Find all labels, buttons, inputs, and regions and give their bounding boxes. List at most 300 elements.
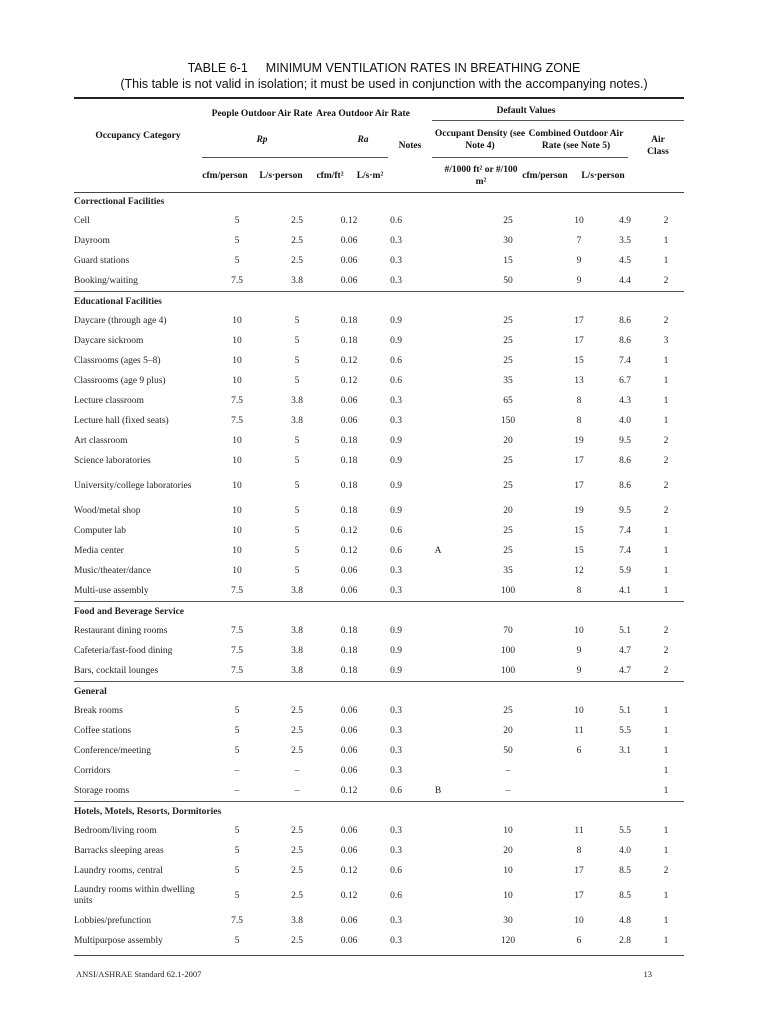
table-row — [74, 761, 684, 781]
cell-rp-ls: 5 — [294, 506, 300, 516]
header-occupant-density: Occupant Density (see Note 4) — [434, 129, 526, 151]
cell-ra-cfm: 0.18 — [340, 456, 358, 466]
cell-air-class: 1 — [663, 566, 669, 576]
table-row — [74, 271, 684, 292]
header-combined-rate: Combined Outdoor Air Rate (see Note 5) — [528, 129, 624, 151]
cell-ra-cfm: 0.12 — [340, 376, 358, 386]
cell-rp-cfm: 10 — [232, 480, 242, 491]
cell-rp-ls: 2.5 — [291, 706, 303, 716]
cell-rp-ls: 5 — [294, 480, 300, 491]
table-row — [74, 211, 684, 231]
cell-density: 65 — [503, 396, 513, 406]
cell-combined-ls: 7.4 — [619, 356, 631, 366]
cell-air-class: 1 — [663, 916, 669, 926]
cell-density: 25 — [503, 480, 513, 491]
cell-ra-cfm: 0.12 — [340, 866, 358, 876]
table-row — [74, 881, 684, 911]
cell-density: 25 — [503, 546, 513, 556]
cell-ra-cfm: 0.06 — [340, 846, 358, 856]
cell-rp-cfm: 10 — [232, 356, 242, 366]
cell-ra-cfm: 0.06 — [340, 706, 358, 716]
cell-combined-ls: 8.6 — [619, 316, 631, 326]
cell-rp-cfm: 5 — [234, 706, 240, 716]
cell-ra-ls: 0.3 — [390, 566, 402, 576]
cell-notes — [416, 821, 460, 841]
cell-air-class: 1 — [663, 396, 669, 406]
cell-category: Storage rooms — [74, 786, 130, 796]
cell-ra-ls: 0.9 — [390, 626, 402, 636]
cell-combined-ls: 5.5 — [619, 826, 631, 836]
table-subtitle: (This table is not valid in isolation; it must be used in conjunction with the accompanying notes.) — [120, 77, 648, 91]
cell-ra-ls: 0.3 — [390, 276, 402, 286]
cell-category: Coffee stations — [74, 726, 132, 736]
cell-rp-cfm: 10 — [232, 316, 242, 326]
cell-ra-ls: 0.3 — [390, 236, 402, 246]
cell-combined-ls: 9.5 — [619, 436, 631, 446]
cell-rp-ls: 3.8 — [291, 276, 303, 286]
table-row — [74, 701, 684, 721]
cell-combined-ls: 4.0 — [619, 846, 631, 856]
cell-rp-ls: 2.5 — [291, 936, 303, 946]
cell-rp-ls: 5 — [294, 356, 300, 366]
cell-ra-ls: 0.9 — [390, 436, 402, 446]
cell-rp-ls: 5 — [294, 436, 300, 446]
cell-rp-ls: 3.8 — [291, 916, 303, 926]
cell-combined-ls: 4.7 — [619, 646, 631, 656]
cell-category: Restaurant dining rooms — [74, 626, 168, 636]
table-row — [74, 231, 684, 251]
cell-category: Wood/metal shop — [74, 506, 141, 516]
cell-density: 20 — [503, 726, 513, 736]
units-rule-right — [432, 157, 628, 158]
table-row — [74, 841, 684, 861]
cell-rp-cfm: 5 — [234, 236, 240, 246]
cell-notes — [416, 741, 460, 761]
cell-combined-cfm: 12 — [574, 566, 584, 576]
cell-notes — [416, 881, 460, 911]
cell-ra-ls: 0.9 — [390, 666, 402, 676]
cell-category: Barracks sleeping areas — [74, 846, 164, 856]
cell-ra-ls: 0.6 — [390, 526, 402, 536]
cell-notes — [416, 251, 460, 271]
cell-density: 70 — [503, 626, 513, 636]
cell-combined-ls — [602, 781, 648, 802]
cell-category: Break rooms — [74, 706, 123, 716]
table-row — [74, 331, 684, 351]
cell-category: Media center — [74, 546, 124, 556]
cell-rp-cfm: 5 — [234, 826, 240, 836]
cell-density: 10 — [503, 826, 513, 836]
cell-air-class: 1 — [663, 416, 669, 426]
cell-notes — [416, 501, 460, 521]
table-row — [74, 521, 684, 541]
cell-air-class: 2 — [663, 436, 669, 446]
cell-air-class: 1 — [663, 376, 669, 386]
cell-ra-cfm: 0.06 — [340, 936, 358, 946]
table-row — [74, 581, 684, 602]
cell-ra-ls: 0.6 — [390, 786, 402, 796]
cell-combined-cfm: 9 — [576, 646, 582, 656]
table-row — [74, 561, 684, 581]
cell-ra-ls: 0.9 — [390, 456, 402, 466]
cell-density: 25 — [503, 456, 513, 466]
cell-ra-cfm: 0.12 — [340, 786, 358, 796]
section-title: General — [74, 682, 684, 702]
cell-combined-ls: 4.3 — [619, 396, 631, 406]
cell-notes — [416, 911, 460, 931]
cell-combined-ls: 8.6 — [619, 456, 631, 466]
cell-combined-cfm: 9 — [576, 666, 582, 676]
cell-combined-cfm: 8 — [576, 416, 582, 426]
cell-combined-cfm — [556, 761, 602, 781]
cell-density: 25 — [503, 316, 513, 326]
header-default-values: Default Values — [496, 106, 556, 116]
ventilation-rates-table — [74, 193, 684, 951]
cell-ra-cfm: 0.12 — [340, 890, 358, 901]
cell-rp-ls: 2.5 — [291, 826, 303, 836]
cell-air-class: 2 — [663, 216, 669, 226]
cell-notes — [416, 701, 460, 721]
cell-notes — [416, 661, 460, 682]
unit-ls-person: L/s·person — [259, 171, 303, 181]
cell-notes — [416, 391, 460, 411]
cell-ra-cfm: 0.06 — [340, 586, 358, 596]
cell-rp-cfm: 7.5 — [231, 626, 243, 636]
cell-ra-ls: 0.3 — [390, 746, 402, 756]
cell-density: 35 — [503, 566, 513, 576]
cell-category: Conference/meeting — [74, 746, 152, 756]
cell-density: 25 — [503, 216, 513, 226]
cell-combined-ls: 7.4 — [619, 546, 631, 556]
table-row — [74, 391, 684, 411]
cell-rp-cfm: 7.5 — [231, 416, 243, 426]
cell-combined-cfm: 10 — [574, 626, 584, 636]
cell-combined-ls: 4.8 — [619, 916, 631, 926]
cell-ra-cfm: 0.06 — [340, 276, 358, 286]
cell-category: Lecture classroom — [74, 396, 144, 406]
cell-rp-cfm: 7.5 — [231, 586, 243, 596]
table-row — [74, 641, 684, 661]
cell-rp-ls: 2.5 — [291, 746, 303, 756]
cell-ra-ls: 0.3 — [390, 726, 402, 736]
cell-category: Science laboratories — [74, 456, 151, 466]
cell-air-class: 2 — [663, 646, 669, 656]
cell-air-class: 1 — [663, 890, 669, 901]
cell-notes — [416, 861, 460, 881]
cell-notes: B — [434, 786, 442, 796]
cell-category: University/college laboratories — [74, 480, 192, 491]
cell-rp-ls: 5 — [294, 566, 300, 576]
cell-combined-ls: 5.1 — [619, 626, 631, 636]
cell-notes — [416, 331, 460, 351]
cell-density: 30 — [503, 916, 513, 926]
cell-air-class: 2 — [663, 506, 669, 516]
cell-rp-ls: 2.5 — [291, 890, 303, 901]
unit-density: #/1000 ft² or #/100 m² — [444, 165, 518, 187]
cell-combined-ls: 8.5 — [619, 890, 631, 901]
cell-combined-ls: 4.7 — [619, 666, 631, 676]
cell-ra-ls: 0.3 — [390, 256, 402, 266]
cell-density: 25 — [503, 336, 513, 346]
cell-rp-ls: 5 — [294, 456, 300, 466]
cell-category: Daycare (through age 4) — [74, 316, 167, 326]
cell-combined-ls: 7.4 — [619, 526, 631, 536]
cell-notes — [416, 841, 460, 861]
cell-ra-cfm: 0.12 — [340, 216, 358, 226]
header-area-symbol: Ra — [357, 135, 369, 145]
cell-combined-cfm: 10 — [574, 706, 584, 716]
cell-notes — [416, 761, 460, 781]
cell-ra-cfm: 0.18 — [340, 480, 358, 491]
cell-combined-cfm: 11 — [574, 826, 584, 836]
cell-combined-ls: 4.1 — [619, 586, 631, 596]
table-bottom-rule — [74, 955, 684, 956]
cell-density: 15 — [503, 256, 513, 266]
table-row — [74, 661, 684, 682]
cell-ra-ls: 0.3 — [390, 936, 402, 946]
cell-air-class: 1 — [663, 546, 669, 556]
cell-combined-ls: 6.7 — [619, 376, 631, 386]
table-row — [74, 431, 684, 451]
cell-rp-cfm: 5 — [234, 936, 240, 946]
cell-air-class: 2 — [663, 480, 669, 491]
cell-ra-ls: 0.3 — [390, 766, 402, 776]
cell-rp-cfm: 10 — [232, 506, 242, 516]
cell-rp-ls: 5 — [294, 336, 300, 346]
table-row — [74, 781, 684, 802]
cell-rp-ls: 3.8 — [291, 666, 303, 676]
cell-combined-ls: 8.6 — [619, 336, 631, 346]
cell-combined-cfm: 6 — [576, 746, 582, 756]
cell-air-class: 1 — [663, 826, 669, 836]
cell-air-class: 1 — [663, 846, 669, 856]
cell-air-class: 1 — [663, 236, 669, 246]
cell-notes — [416, 411, 460, 431]
header-people-rate: People Outdoor Air Rate — [211, 109, 313, 119]
cell-rp-cfm: – — [234, 766, 240, 776]
cell-density: 20 — [503, 436, 513, 446]
cell-rp-ls: 2.5 — [291, 726, 303, 736]
cell-combined-cfm: 8 — [576, 846, 582, 856]
header-people-symbol: Rp — [256, 135, 268, 145]
cell-category: Lobbies/prefunction — [74, 916, 152, 926]
cell-category: Bars, cocktail lounges — [74, 666, 159, 676]
cell-category: Classrooms (age 9 plus) — [74, 376, 166, 386]
cell-ra-ls: 0.6 — [390, 356, 402, 366]
cell-density: 30 — [503, 236, 513, 246]
cell-ra-cfm: 0.06 — [340, 396, 358, 406]
cell-air-class: 1 — [663, 786, 669, 796]
cell-combined-cfm: 15 — [574, 526, 584, 536]
table-row — [74, 911, 684, 931]
cell-combined-ls: 2.8 — [619, 936, 631, 946]
cell-combined-ls: 4.9 — [619, 216, 631, 226]
unit-ls-m2: L/s·m² — [356, 171, 384, 181]
cell-air-class: 2 — [663, 866, 669, 876]
cell-combined-cfm: 17 — [574, 336, 584, 346]
cell-air-class: 3 — [663, 336, 669, 346]
cell-ra-ls: 0.6 — [390, 890, 402, 901]
header-air-class: Air Class — [647, 135, 669, 157]
cell-air-class: 1 — [663, 526, 669, 536]
cell-rp-ls: 3.8 — [291, 586, 303, 596]
section-header-row — [74, 602, 684, 622]
cell-ra-cfm: 0.06 — [340, 416, 358, 426]
cell-category: Multi-use assembly — [74, 586, 149, 596]
section-title: Correctional Facilities — [74, 197, 165, 207]
unit-combined-ls: L/s·person — [581, 171, 625, 181]
cell-combined-ls: 8.5 — [619, 866, 631, 876]
cell-combined-cfm: 19 — [574, 506, 584, 516]
table-row — [74, 501, 684, 521]
cell-rp-cfm: 5 — [234, 746, 240, 756]
cell-ra-cfm: 0.06 — [340, 566, 358, 576]
cell-category: Daycare sickroom — [74, 336, 144, 346]
cell-rp-cfm: 7.5 — [231, 916, 243, 926]
cell-air-class: 1 — [663, 706, 669, 716]
cell-rp-ls: 3.8 — [291, 646, 303, 656]
cell-rp-ls: 2.5 — [291, 216, 303, 226]
section-header-row — [74, 193, 684, 211]
cell-ra-cfm: 0.18 — [340, 666, 358, 676]
cell-air-class: 1 — [663, 726, 669, 736]
cell-combined-cfm: 15 — [574, 356, 584, 366]
cell-combined-ls: 4.5 — [619, 256, 631, 266]
cell-rp-cfm: 5 — [234, 216, 240, 226]
unit-combined-cfm: cfm/person — [522, 171, 568, 181]
cell-rp-cfm: 10 — [232, 336, 242, 346]
cell-density: 100 — [500, 646, 516, 656]
units-rule-left — [202, 157, 388, 158]
cell-density: – — [505, 786, 511, 796]
cell-combined-cfm: 13 — [574, 376, 584, 386]
cell-rp-ls: – — [294, 766, 300, 776]
cell-notes — [416, 211, 460, 231]
cell-rp-ls: 2.5 — [291, 236, 303, 246]
cell-density: 50 — [503, 746, 513, 756]
cell-density: 100 — [500, 586, 516, 596]
cell-combined-cfm: 9 — [576, 276, 582, 286]
cell-rp-ls: 2.5 — [291, 256, 303, 266]
cell-notes — [416, 931, 460, 951]
table-row — [74, 741, 684, 761]
cell-air-class: 1 — [663, 746, 669, 756]
section-title: Educational Facilities — [74, 292, 684, 312]
cell-notes — [416, 271, 460, 292]
table-title-block — [0, 60, 768, 92]
cell-density: 20 — [503, 846, 513, 856]
cell-density: 25 — [503, 706, 513, 716]
section-header-row — [74, 802, 684, 822]
cell-density: 10 — [503, 866, 513, 876]
cell-rp-cfm: 5 — [234, 846, 240, 856]
cell-combined-cfm: 17 — [574, 890, 584, 901]
cell-ra-cfm: 0.06 — [340, 766, 358, 776]
header-top-rule — [74, 97, 684, 99]
cell-combined-ls: 4.4 — [619, 276, 631, 286]
footer-standard: ANSI/ASHRAE Standard 62.1-2007 — [76, 969, 202, 979]
cell-ra-cfm: 0.18 — [340, 646, 358, 656]
cell-category: Art classroom — [74, 436, 128, 446]
cell-rp-cfm: 10 — [232, 376, 242, 386]
section-header-row — [74, 682, 684, 702]
cell-combined-cfm: 17 — [574, 480, 584, 491]
cell-rp-cfm: 7.5 — [231, 396, 243, 406]
cell-category: Cafeteria/fast-food dining — [74, 646, 173, 656]
table-row — [74, 821, 684, 841]
cell-category: Corridors — [74, 766, 111, 776]
table-row — [74, 311, 684, 331]
cell-ra-ls: 0.3 — [390, 396, 402, 406]
cell-rp-ls: 5 — [294, 316, 300, 326]
cell-air-class: 1 — [663, 936, 669, 946]
cell-ra-ls: 0.9 — [390, 336, 402, 346]
table-heading: MINIMUM VENTILATION RATES IN BREATHING ZONE — [265, 61, 581, 75]
cell-ra-ls: 0.3 — [390, 586, 402, 596]
cell-notes — [416, 451, 460, 471]
cell-ra-ls: 0.3 — [390, 846, 402, 856]
table-row — [74, 411, 684, 431]
cell-ra-cfm: 0.06 — [340, 726, 358, 736]
cell-ra-ls: 0.3 — [390, 416, 402, 426]
cell-ra-cfm: 0.18 — [340, 626, 358, 636]
cell-air-class: 1 — [663, 586, 669, 596]
cell-category: Music/theater/dance — [74, 566, 152, 576]
cell-ra-cfm: 0.06 — [340, 916, 358, 926]
cell-ra-ls: 0.3 — [390, 826, 402, 836]
cell-rp-ls: 5 — [294, 526, 300, 536]
cell-notes — [416, 371, 460, 391]
cell-rp-cfm: 10 — [232, 436, 242, 446]
table-row — [74, 351, 684, 371]
cell-notes — [416, 311, 460, 331]
cell-combined-ls: 9.5 — [619, 506, 631, 516]
cell-notes — [416, 471, 460, 501]
cell-rp-cfm: 10 — [232, 526, 242, 536]
cell-rp-ls: 2.5 — [291, 846, 303, 856]
cell-category: Classrooms (ages 5–8) — [74, 356, 161, 366]
cell-ra-ls: 0.3 — [390, 706, 402, 716]
cell-combined-cfm: 15 — [574, 546, 584, 556]
table-row — [74, 541, 684, 561]
cell-notes — [416, 231, 460, 251]
cell-notes — [416, 561, 460, 581]
cell-combined-cfm: 17 — [574, 866, 584, 876]
cell-ra-cfm: 0.18 — [340, 436, 358, 446]
cell-combined-ls: 5.9 — [619, 566, 631, 576]
cell-notes: A — [434, 546, 442, 556]
cell-density: 25 — [503, 526, 513, 536]
cell-density: 50 — [503, 276, 513, 286]
header-area-rate: Area Outdoor Air Rate — [316, 109, 410, 119]
cell-rp-ls: 3.8 — [291, 396, 303, 406]
cell-density: 100 — [500, 666, 516, 676]
cell-density: 20 — [503, 506, 513, 516]
header-notes: Notes — [398, 141, 422, 151]
unit-cfm-ft2: cfm/ft² — [316, 171, 344, 181]
cell-category: Laundry rooms, central — [74, 866, 163, 876]
cell-category: Multipurpose assembly — [74, 936, 163, 946]
table-row — [74, 621, 684, 641]
cell-ra-cfm: 0.06 — [340, 256, 358, 266]
table-title — [0, 60, 768, 76]
section-title: Food and Beverage Service — [74, 602, 684, 622]
cell-air-class: 2 — [663, 626, 669, 636]
cell-category: Dayroom — [74, 236, 110, 246]
cell-combined-cfm: 9 — [576, 256, 582, 266]
table-body — [74, 193, 684, 951]
cell-rp-cfm: 10 — [232, 566, 242, 576]
